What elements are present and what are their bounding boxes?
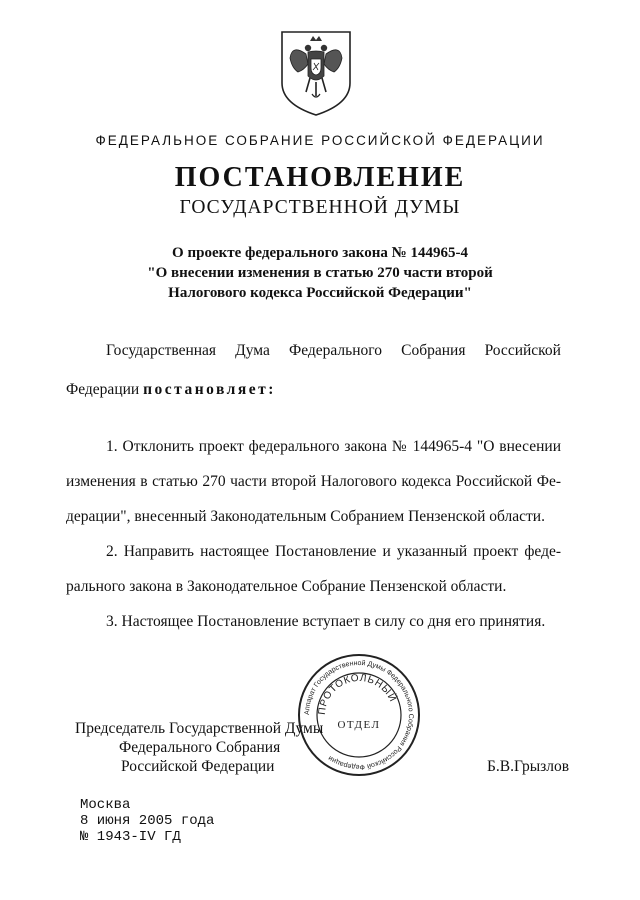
document-title: ПОСТАНОВЛЕНИЕ (174, 162, 466, 193)
preamble-line-2 (66, 381, 276, 399)
preamble-word: Российской (484, 342, 561, 359)
item-2-line-2: рального закона в Законодательное Собрание Пензенской области. (66, 578, 507, 595)
stamp-center-text: ОТДЕЛ (337, 719, 381, 731)
signature-position-line-3: Российской Федерации (121, 758, 275, 775)
stamp-inner-text: ПРОТОКОЛЬНЫЙ (316, 672, 399, 716)
preamble-word: Федерального (288, 342, 383, 359)
footer-date: 8 июня 2005 года (80, 813, 215, 829)
preamble-prefix: Федерации (66, 381, 140, 398)
footer-city: Москва (80, 797, 131, 813)
svg-text:Аппарат Государственной Думы Ф (304, 659, 414, 770)
preamble-word: Государственная (106, 342, 217, 359)
subject-line-3: Налогового кодекса Российской Федерации" (168, 285, 472, 301)
signature-position-line-1: Председатель Государственной Думы (75, 720, 324, 737)
coat-of-arms-icon (276, 28, 356, 118)
item-3-line-1: 3. Настоящее Постановление вступает в силу со дня его принятия. (106, 613, 546, 630)
preamble-line-1 (106, 342, 561, 360)
footer-number: № 1943-IV ГД (80, 829, 181, 845)
preamble-word: Собрания (401, 342, 466, 359)
signature-position-line-2: Федерального Собрания (119, 739, 281, 756)
signatory-name: Б.В.Грызлов (487, 758, 570, 775)
item-1-line-2: изменения в статью 270 части второй Налогового кодекса Российской Фе- (66, 473, 561, 490)
organization-name: ФЕДЕРАЛЬНОЕ СОБРАНИЕ РОССИЙСКОЙ ФЕДЕРАЦИИ (95, 133, 545, 148)
official-stamp-icon (296, 652, 422, 778)
item-2-line-1: 2. Направить настоящее Постановление и указанный проект феде- (106, 543, 561, 560)
resolution-verb: постановляет: (143, 381, 276, 398)
document-subtitle: ГОСУДАРСТВЕННОЙ ДУМЫ (179, 197, 461, 218)
subject-line-2: "О внесении изменения в статью 270 части второй (147, 265, 493, 281)
item-1-line-1: 1. Отклонить проект федерального закона № 144965-4 "О внесении (106, 438, 561, 455)
subject-line-1: О проекте федерального закона № 144965-4 (172, 245, 468, 261)
stamp-outer-text: Аппарат Государственной Думы Федерального Собрания Российской Федерации (303, 659, 415, 771)
item-1-line-3: дерации", внесенный Законодательным Собранием Пензенской области. (66, 508, 545, 525)
preamble-word: Дума (235, 342, 270, 359)
svg-text:ПРОТОКОЛЬНЫЙ (317, 673, 400, 716)
